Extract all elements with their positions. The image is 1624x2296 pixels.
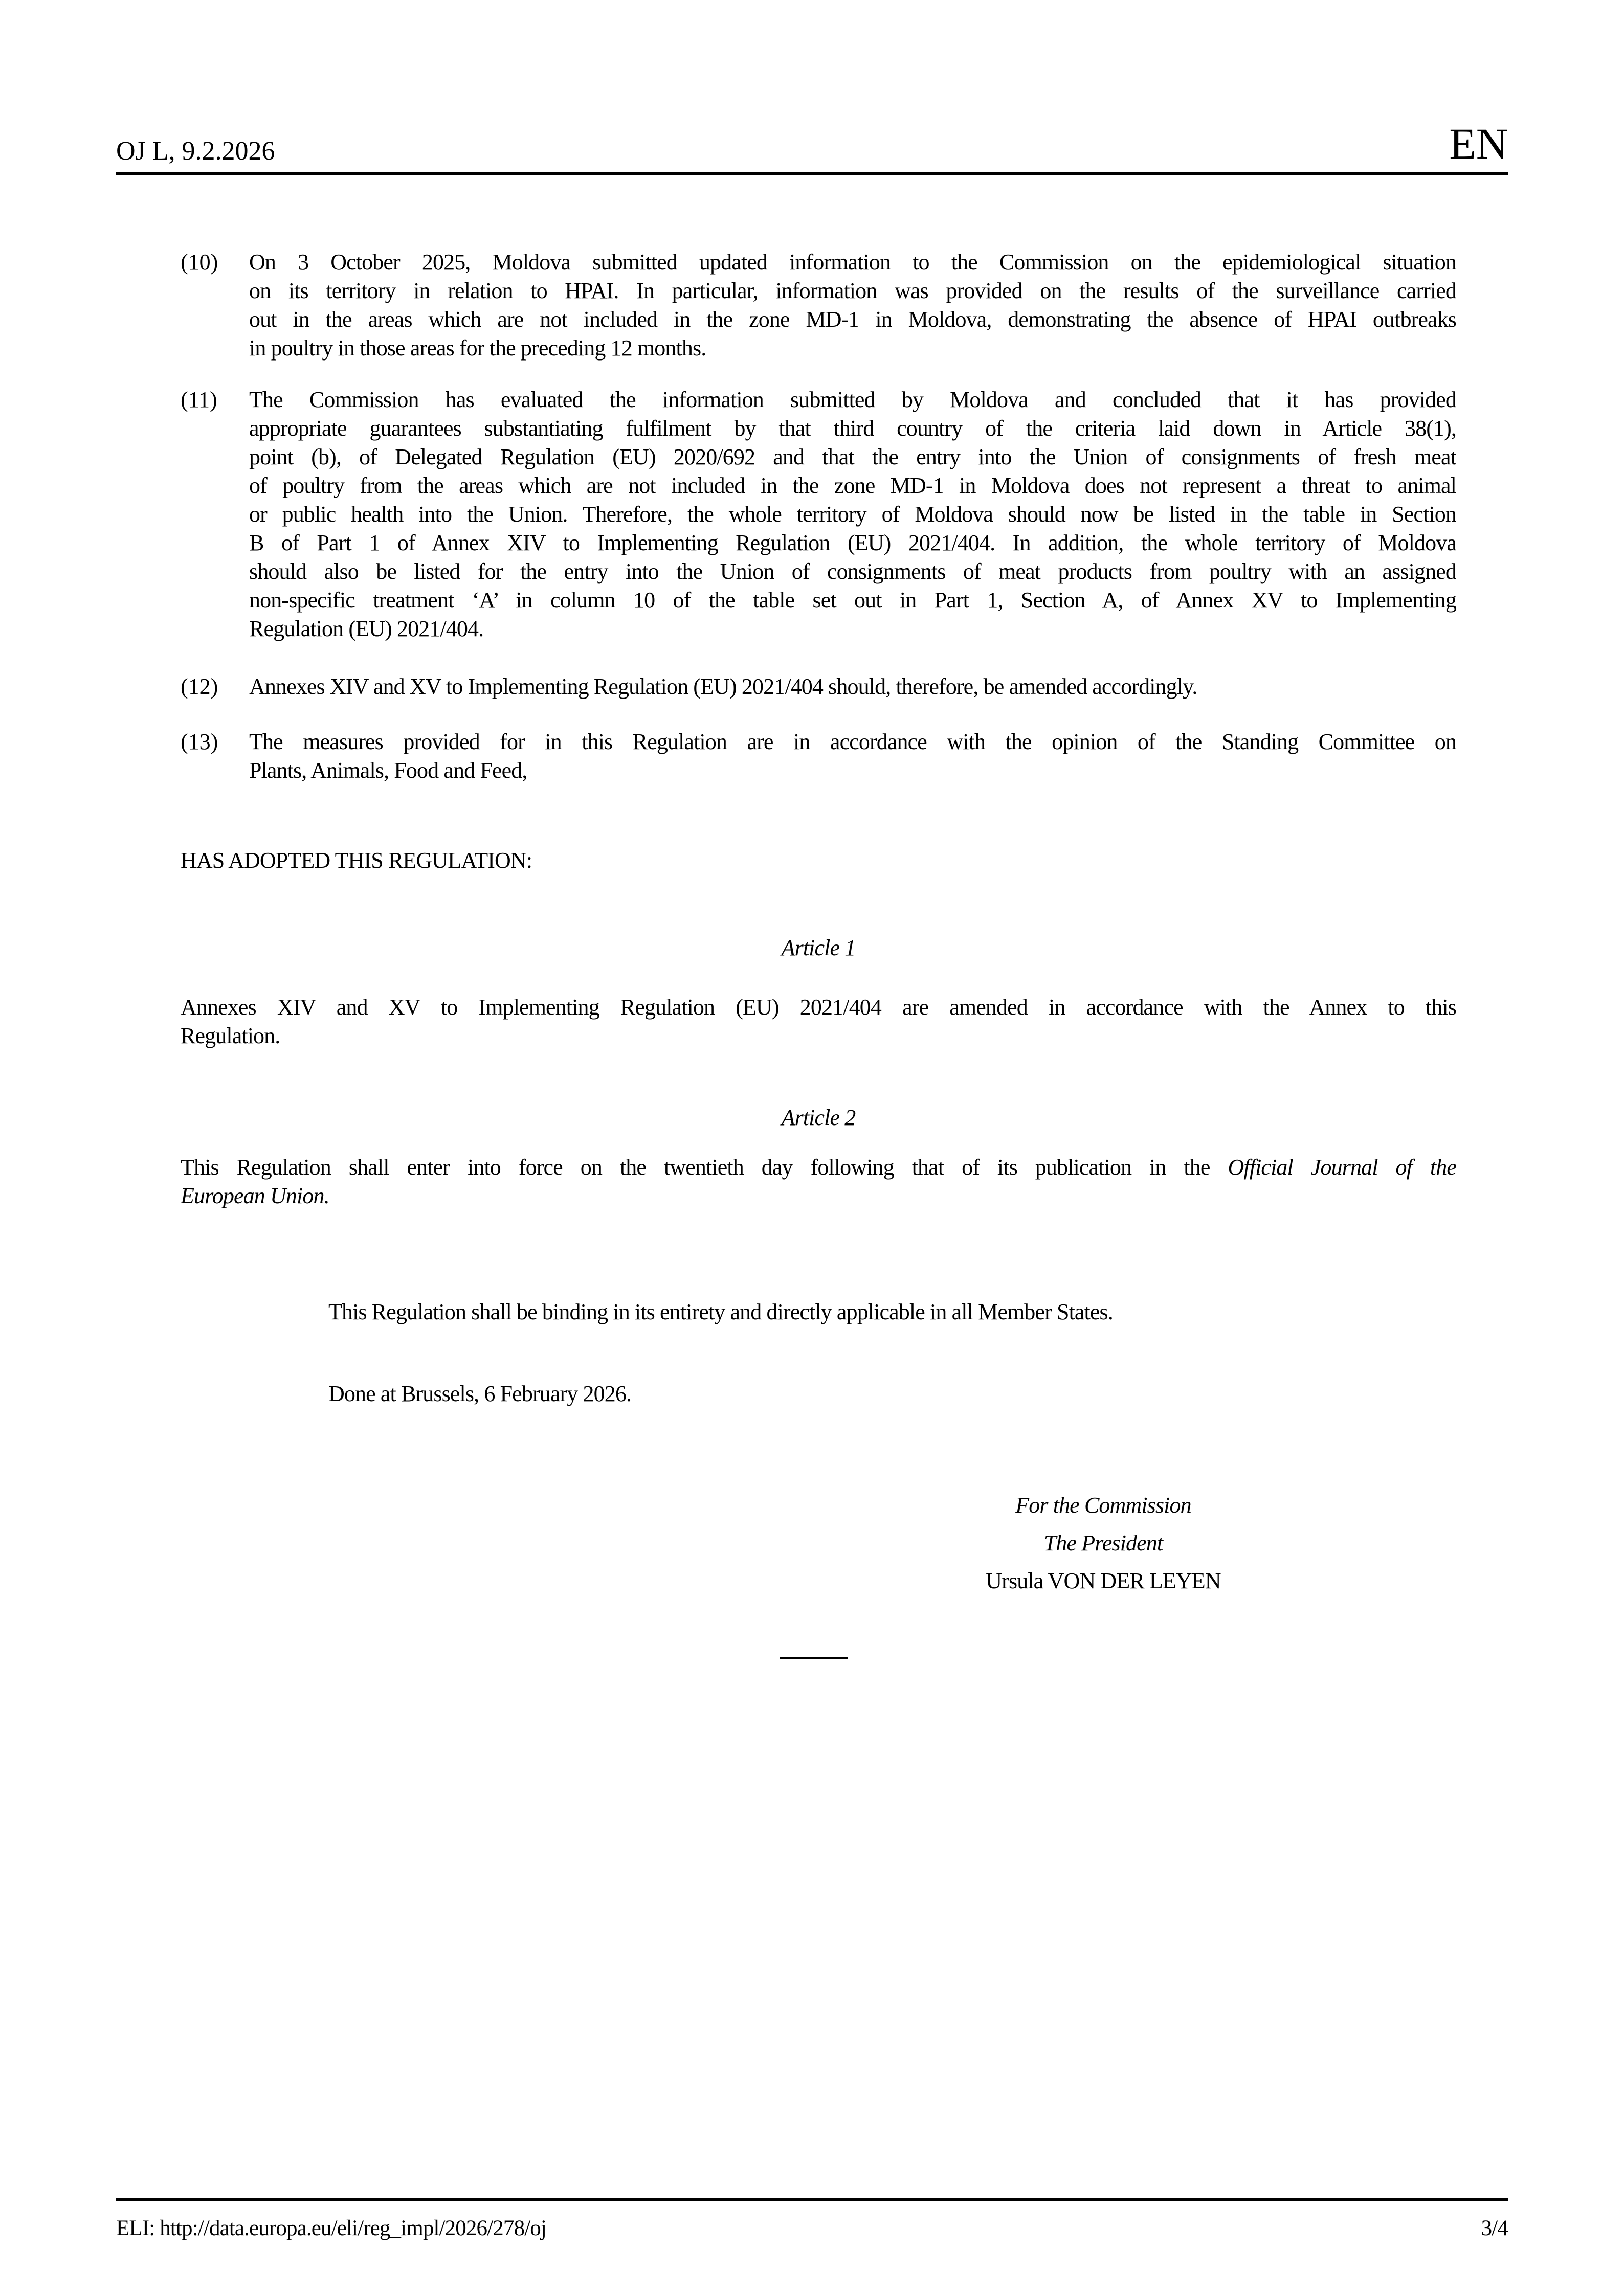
article-1-body bbox=[181, 993, 1456, 1050]
footer bbox=[116, 2214, 1508, 2243]
text-line: out in the areas which are not included in the zone MD-1 in Moldova, demonstrating the absence of HPAI outbreaks bbox=[249, 307, 1456, 332]
text-line: point (b), of Delegated Regulation (EU) 2020/692 and that the entry into the Union of consignments of fresh meat bbox=[249, 444, 1456, 469]
text-line: Annexes XIV and XV to Implementing Regulation (EU) 2021/404 should, therefore, be amended accordingly. bbox=[249, 674, 1197, 699]
recital-12 bbox=[181, 672, 1456, 701]
article-1-heading: Article 1 bbox=[781, 935, 856, 960]
article-2-heading: Article 2 bbox=[781, 1105, 856, 1130]
text-line: of poultry from the areas which are not included in the zone MD-1 in Moldova does not represent a threat to animal bbox=[249, 473, 1456, 498]
recital-number: (13) bbox=[181, 729, 218, 754]
signature-block bbox=[848, 1487, 1359, 1600]
recital-10 bbox=[181, 248, 1456, 363]
text-line bbox=[181, 1153, 1456, 1182]
text-line: On 3 October 2025, Moldova submitted updated information to the Commission on the epidemiological situation bbox=[249, 250, 1456, 275]
text-line: in poultry in those areas for the preceding 12 months. bbox=[249, 335, 706, 361]
text-line: Annexes XIV and XV to Implementing Regulation (EU) 2021/404 are amended in accordance with the Annex to this bbox=[181, 995, 1456, 1020]
header-language: EN bbox=[1449, 119, 1508, 168]
header-issue: OJ L, 9.2.2026 bbox=[116, 137, 275, 166]
footer-rule bbox=[116, 2198, 1508, 2201]
text-line: The Commission has evaluated the information submitted by Moldova and concluded that it has provided bbox=[249, 387, 1456, 412]
recital-11 bbox=[181, 386, 1456, 643]
article-2-line2-italic: European Union. bbox=[181, 1183, 329, 1208]
recital-13 bbox=[181, 728, 1456, 785]
text-line: B of Part 1 of Annex XIV to Implementing Regulation (EU) 2021/404. In addition, the whole territory of Moldova bbox=[249, 530, 1456, 555]
text-line: should also be listed for the entry into the Union of consignments of meat products from poultry with an assigned bbox=[249, 559, 1456, 584]
recital-number: (11) bbox=[181, 387, 217, 412]
text-line: Plants, Animals, Food and Feed, bbox=[249, 758, 527, 783]
text-line: or public health into the Union. Therefore, the whole territory of Moldova should now be listed in the table in Section bbox=[249, 502, 1456, 527]
binding-statement: This Regulation shall be binding in its entirety and directly applicable in all Member States. bbox=[328, 1299, 1113, 1324]
article-2-body bbox=[181, 1153, 1456, 1210]
footer-page-number: 3/4 bbox=[1481, 2216, 1508, 2240]
text-line: The measures provided for in this Regulation are in accordance with the opinion of the Standing Committee on bbox=[249, 729, 1456, 754]
header-rule bbox=[116, 172, 1508, 175]
text-line: Regulation. bbox=[181, 1023, 280, 1048]
footer-eli: ELI: http://data.europa.eu/eli/reg_impl/2026/278/oj bbox=[116, 2216, 547, 2240]
article-2-line1-italic: Official Journal of the bbox=[1228, 1155, 1456, 1180]
place-date: Done at Brussels, 6 February 2026. bbox=[328, 1381, 632, 1406]
article-2-line1-roman: This Regulation shall enter into force on the twentieth day following that of its publication in the bbox=[181, 1155, 1228, 1180]
text-line: appropriate guarantees substantiating fulfilment by that third country of the criteria laid down in Article 38(1), bbox=[249, 416, 1456, 441]
end-divider bbox=[780, 1657, 848, 1659]
signature-title: The President bbox=[1043, 1530, 1163, 1556]
text-line: Regulation (EU) 2021/404. bbox=[249, 616, 484, 641]
enacting-formula: HAS ADOPTED THIS REGULATION: bbox=[181, 848, 532, 873]
recital-number: (10) bbox=[181, 250, 218, 275]
signature-on-behalf: For the Commission bbox=[1015, 1493, 1191, 1518]
text-line bbox=[181, 1182, 1456, 1210]
recital-number: (12) bbox=[181, 674, 218, 699]
text-line: non-specific treatment ‘A’ in column 10 of the table set out in Part 1, Section A, of Annex XV to Implementing bbox=[249, 588, 1456, 613]
signature-name: Ursula VON DER LEYEN bbox=[986, 1568, 1221, 1593]
text-line: on its territory in relation to HPAI. In particular, information was provided on the results of the surveillance carried bbox=[249, 278, 1456, 303]
